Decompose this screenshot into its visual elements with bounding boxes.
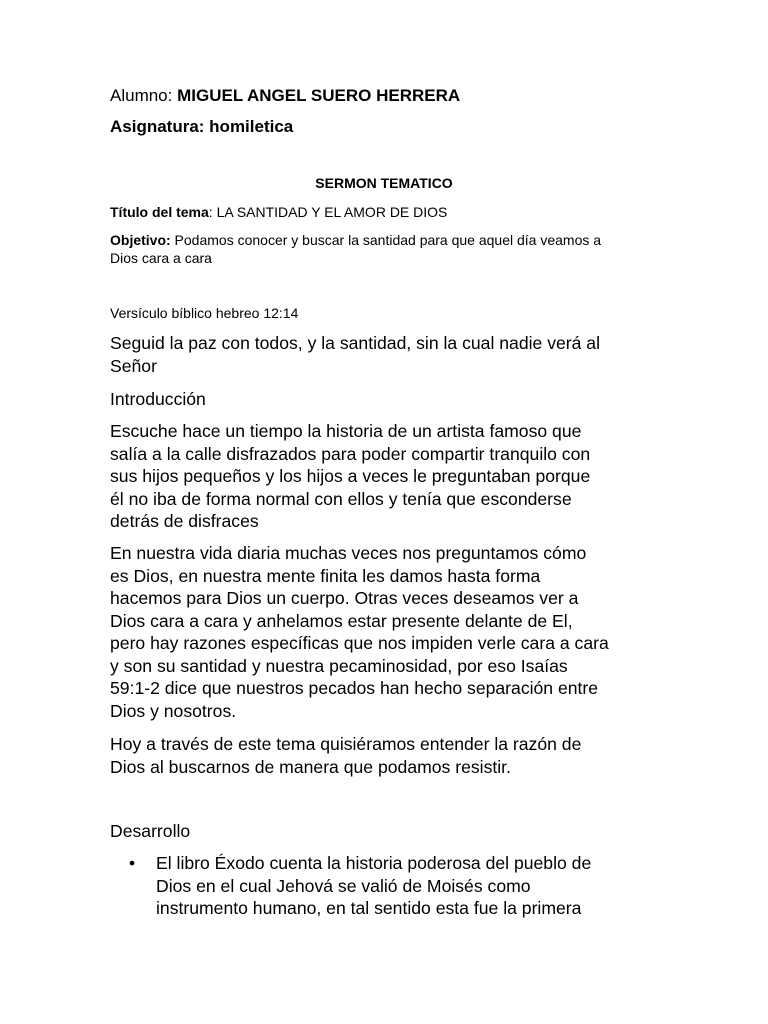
versiculo-reference: Versículo bíblico hebreo 12:14	[110, 305, 299, 321]
second-paragraph	[110, 542, 670, 722]
objetivo-label: Objetivo:	[110, 232, 171, 248]
paragraph-line: detrás de disfraces	[110, 511, 259, 531]
paragraph-line: salía a la calle disfrazados para poder compartir tranquilo con	[110, 443, 591, 464]
paragraph-line: Dios cara a cara y anhelamos estar presente delante de El,	[110, 610, 573, 631]
paragraph-line: Dios y nosotros.	[110, 700, 237, 721]
alumno-name: MIGUEL ANGEL SUERO HERRERA	[177, 86, 461, 105]
paragraph-line: es Dios, en nuestra mente finita les damos hasta forma	[110, 565, 541, 586]
objetivo-text-1: Podamos conocer y buscar la santidad para que aquel día veamos a	[170, 232, 602, 248]
verse-text-line-1: Seguid la paz con todos, y la santidad, sin la cual nadie verá al	[110, 333, 601, 353]
alumno-label: Alumno:	[110, 86, 178, 105]
bullet-text	[156, 852, 591, 920]
tema-label: Título del tema	[110, 204, 209, 220]
bullet-line: instrumento humano, en tal sentido esta fue la primera	[156, 898, 582, 918]
paragraph-line: y son su santidad y nuestra pecaminosidad, por eso Isaías	[110, 655, 568, 676]
objetivo-line-2: Dios cara a cara	[110, 250, 212, 266]
document-title: SERMON TEMATICO	[315, 175, 453, 191]
desarrollo-heading: Desarrollo	[110, 821, 191, 841]
objetivo-line-1	[110, 231, 601, 249]
tema-line	[110, 203, 447, 221]
paragraph-line: En nuestra vida diaria muchas veces nos preguntamos cómo	[110, 543, 587, 563]
bullet-line: El libro Éxodo cuenta la historia poderosa del pueblo de	[156, 853, 592, 873]
alumno-line	[110, 86, 460, 106]
verse-text-line-2: Señor	[110, 356, 157, 376]
tema-value: : LA SANTIDAD Y EL AMOR DE DIOS	[208, 204, 448, 220]
paragraph-line: 59:1-2 dice que nuestros pecados han hecho separación entre	[110, 678, 599, 698]
paragraph-line: Escuche hace un tiempo la historia de un artista famoso que	[110, 421, 582, 441]
bullet-line: Dios en el cual Jehová se valió de Moisés como	[156, 875, 531, 896]
paragraph-line: hacemos para Dios un cuerpo. Otras veces deseamos ver a	[110, 588, 579, 608]
paragraph-line: él no iba de forma normal con ellos y tenía que esconderse	[110, 488, 572, 509]
paragraph-line: Dios al buscarnos de manera que podamos resistir.	[110, 756, 511, 777]
paragraph-line: pero hay razones específicas que nos impiden verle cara a cara	[110, 633, 609, 653]
introduccion-heading: Introducción	[110, 389, 206, 409]
paragraph-line: Hoy a través de este tema quisiéramos entender la razón de	[110, 734, 582, 754]
asignatura-line: Asignatura: homiletica	[110, 117, 294, 136]
third-paragraph	[110, 733, 670, 778]
paragraph-line: sus hijos pequeños y los hijos a veces le preguntaban porque	[110, 466, 591, 486]
intro-paragraph	[110, 420, 670, 533]
bullet-icon: •	[129, 853, 136, 873]
